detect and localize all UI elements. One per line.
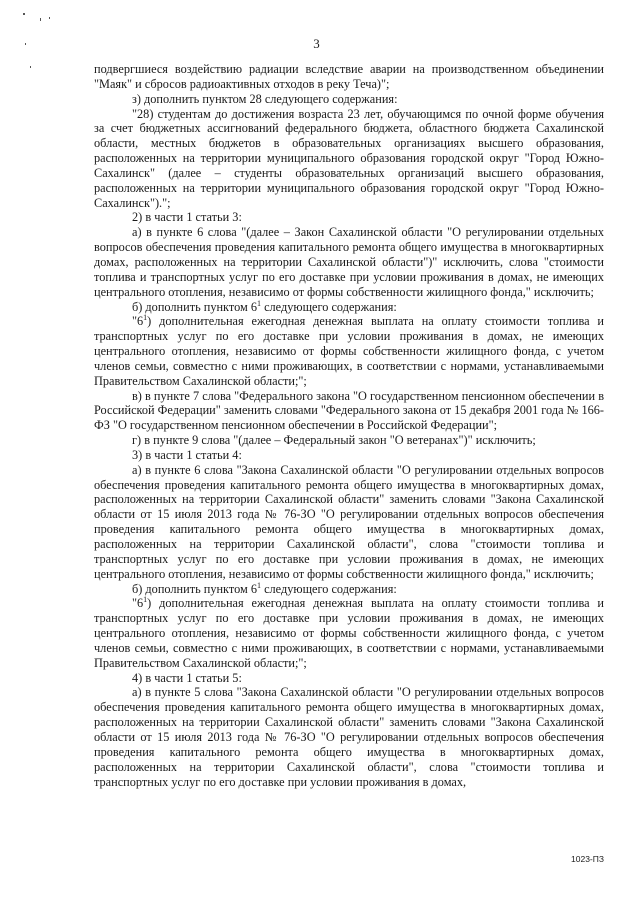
paragraph-text: следующего содержания: xyxy=(261,299,397,314)
document-paragraph xyxy=(94,300,604,315)
document-paragraph xyxy=(94,314,604,388)
document-paragraph: з) дополнить пунктом 28 следующего содержания: xyxy=(132,91,398,106)
paragraph-text: следующего содержания: xyxy=(261,581,397,596)
document-code: 1023-ПЗ xyxy=(571,854,604,864)
page-number: 3 xyxy=(313,36,320,51)
paragraph-text: "6 xyxy=(132,314,144,329)
paragraph-text: б) дополнить пунктом 6 xyxy=(132,299,258,314)
document-paragraph: в) в пункте 7 слова "Федерального закона "О государственном пенсионном обеспечении в Российской Федерации" заменить словами "Федерального закона от 15 декабря 2001 года № 166-ФЗ "О государственном пенсионном обеспечении в Российской Федерации"; xyxy=(94,388,604,433)
document-body xyxy=(94,62,604,789)
document-paragraph: 3) в части 1 статьи 4: xyxy=(132,447,242,462)
paragraph-text: ) дополнительная ежегодная денежная выплата на оплату стоимости топлива и транспортных услуг по его доставке при условии проживания в домах, не имеющих центрального отопления, независимо от формы собственности жилищного фонда, с учетом членов семьи, совместно с ними проживающих, в соответствии с нормами, устанавливаемыми Правительством Сахалинской области;"; xyxy=(94,314,604,388)
paragraph-text: б) дополнить пунктом 6 xyxy=(132,581,258,596)
superscript: 1 xyxy=(257,580,262,590)
document-paragraph: 4) в части 1 статьи 5: xyxy=(132,670,242,685)
paragraph-text: "6 xyxy=(132,596,144,611)
document-paragraph: "28) студентам до достижения возраста 23 лет, обучающимся по очной форме обучения за счет бюджетных ассигнований федерального бюджета, областного бюджета Сахалинской области, местных бюджетов в образовательных организациях высшего образования, расположенных на территории муниципального образования городской округ "Город Южно-Сахалинск" (далее – студенты образовательных организаций высшего образования, расположенных на территории муниципального образования городской округ "Город Южно-Сахалинск")."; xyxy=(94,106,604,210)
scan-mark xyxy=(49,17,50,19)
document-paragraph: а) в пункте 6 слова "(далее – Закон Сахалинской области "О регулировании отдельных вопросов обеспечения проведения капитального ремонта общего имущества в многоквартирных домах, расположенных на территории Сахалинской области")" исключить, слова "стоимости топлива и транспортных услуг по его доставке при условии проживания в домах, не имеющих центрального отопления, независимо от формы собственности жилищного фонда," исключить; xyxy=(94,225,604,299)
document-paragraph xyxy=(94,582,604,597)
superscript: 1 xyxy=(143,313,148,323)
document-paragraph: г) в пункте 9 слова "(далее – Федеральный закон "О ветеранах")" исключить; xyxy=(132,433,536,448)
superscript: 1 xyxy=(257,298,262,308)
scan-mark xyxy=(30,66,31,68)
scan-mark xyxy=(40,18,41,21)
superscript: 1 xyxy=(143,595,148,605)
document-paragraph: а) в пункте 6 слова "Закона Сахалинской области "О регулировании отдельных вопросов обеспечения проведения капитального ремонта общего имущества в многоквартирных домах, расположенных на территории Сахалинской области" заменить словами "Закона Сахалинской области от 15 июля 2013 года № 76-ЗО "О регулировании отдельных вопросов обеспечения проведения капитального ремонта общего имущества в многоквартирных домах, расположенных на территории Сахалинской области", слова "стоимости топлива и транспортных услуг по его доставке при условии проживания в домах, не имеющих центрального отопления, независимо от формы собственности жилищного фонда," исключить; xyxy=(94,462,604,581)
document-paragraph: а) в пункте 5 слова "Закона Сахалинской области "О регулировании отдельных вопросов обеспечения проведения капитального ремонта общего имущества в многоквартирных домах, расположенных на территории Сахалинской области" заменить словами "Закона Сахалинской области от 15 июля 2013 года № 76-ЗО "О регулировании отдельных вопросов обеспечения проведения капитального ремонта общего имущества в многоквартирных домах, расположенных на территории Сахалинской области", слова "стоимости топлива и транспортных услуг по его доставке при условии проживания в домах, xyxy=(94,685,604,789)
scan-mark xyxy=(23,13,25,15)
paragraph-text: ) дополнительная ежегодная денежная выплата на оплату стоимости топлива и транспортных услуг по его доставке при условии проживания в домах, не имеющих центрального отопления, независимо от формы собственности жилищного фонда, с учетом членов семьи, совместно с ними проживающих, в соответствии с нормами, устанавливаемыми Правительством Сахалинской области;"; xyxy=(94,596,604,670)
document-paragraph xyxy=(94,596,604,670)
document-paragraph: подвергшиеся воздействию радиации вследствие аварии на производственном объединении "Маяк" и сбросов радиоактивных отходов в реку Теча)"; xyxy=(94,62,604,91)
document-paragraph: 2) в части 1 статьи 3: xyxy=(132,210,242,225)
